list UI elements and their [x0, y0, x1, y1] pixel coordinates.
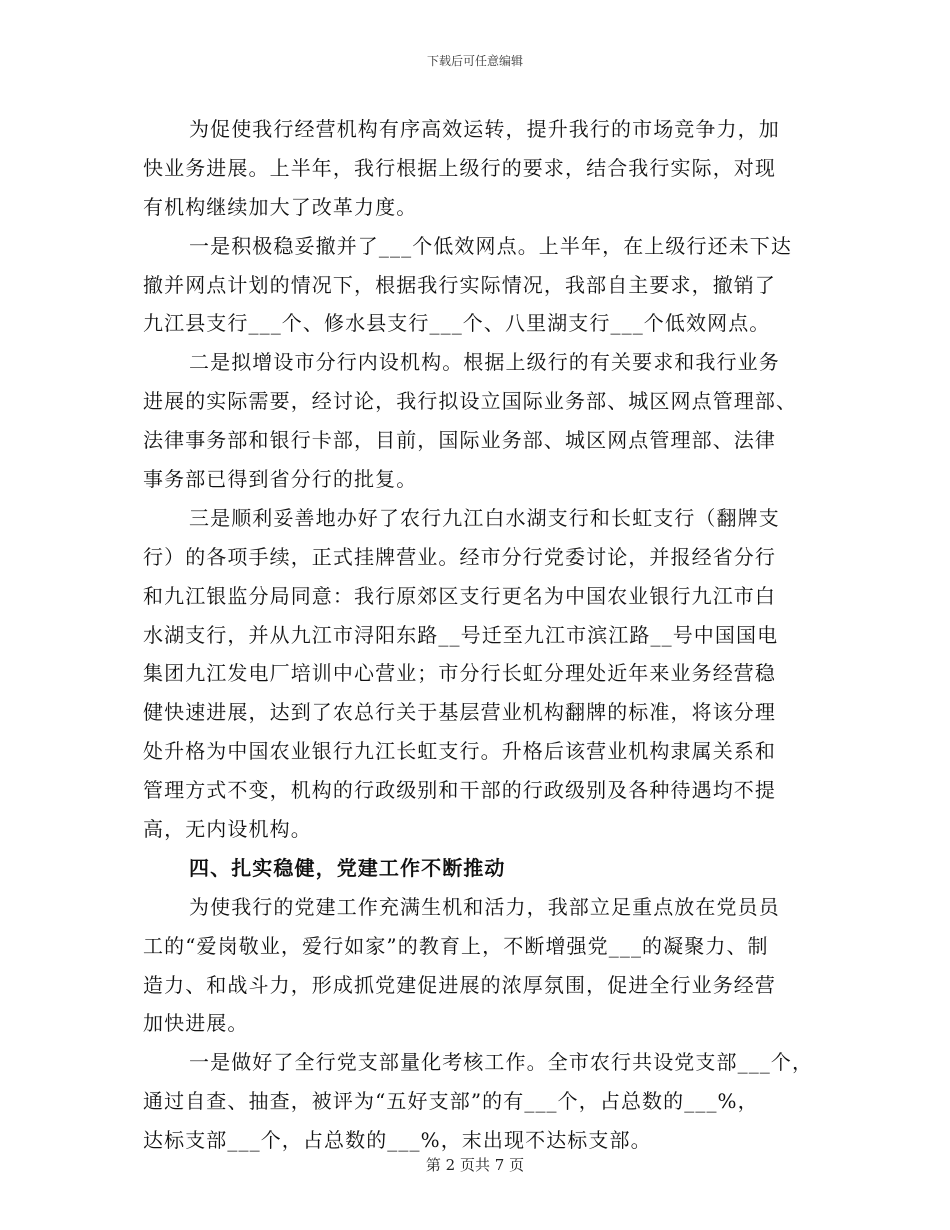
paragraph-line: 有机构继续加大了改革力度。 — [143, 194, 418, 219]
paragraph-line: 为促使我行经营机构有序高效运转，提升我行的市场竞争力，加 — [189, 117, 780, 141]
paragraph-line: 一是积极稳妥撤并了___个低效网点。上半年，在上级行还未下达 — [189, 233, 792, 258]
paragraph-line: 集团九江发电厂培训中心营业；市分行长虹分理处近年来业务经营稳 — [143, 661, 776, 686]
paragraph-line: 和九江银监分局同意：我行原郊区支行更名为中国农业银行九江市白 — [143, 583, 776, 608]
paragraph-line: 九江县支行___个、修水县支行___个、八里湖支行___个低效网点。 — [143, 311, 771, 336]
paragraph-line: 水湖支行，并从九江市浔阳东路__号迁至九江市滨江路__号中国国电 — [143, 622, 779, 647]
paragraph-line: 行）的各项手续，正式挂牌营业。经市分行党委讨论，并报经省分行 — [143, 544, 776, 569]
paragraph-line: 高，无内设机构。 — [143, 817, 312, 842]
paragraph-line: 进展的实际需要，经讨论，我行拟设立国际业务部、城区网点管理部、 — [143, 389, 798, 414]
paragraph-line: 一是做好了全行党支部量化考核工作。全市农行共设党支部___个， — [189, 1050, 814, 1075]
paragraph-line: 撤并网点计划的情况下，根据我行实际情况，我部自主要求，撤销了 — [143, 272, 776, 297]
paragraph-line: 处升格为中国农业银行九江长虹支行。升格后该营业机构隶属关系和 — [143, 739, 776, 764]
paragraph-line: 造力、和战斗力，形成抓党建促进展的浓厚氛围，促进全行业务经营 — [143, 972, 776, 997]
paragraph-line: 健快速进展，达到了农总行关于基层营业机构翻牌的标准，将该分理 — [143, 700, 776, 725]
paragraph-line: 三是顺利妥善地办好了农行九江白水湖支行和长虹支行（翻牌支 — [189, 505, 780, 530]
paragraph-line: 事务部已得到省分行的批复。 — [143, 467, 418, 492]
paragraph-line: 为使我行的党建工作充满生机和活力，我部立足重点放在党员员 — [189, 894, 780, 919]
paragraph-line: 通过自查、抽查，被评为“五好支部”的有___个，占总数的___%， — [143, 1089, 759, 1114]
page-footer: 第 2 页共 7 页 — [425, 1156, 525, 1174]
paragraph-line: 二是拟增设市分行内设机构。根据上级行的有关要求和我行业务 — [189, 350, 780, 375]
paragraph-line: 加快进展。 — [143, 1011, 249, 1036]
paragraph-line: 工的“爱岗敬业，爱行如家”的教育上，不断增强党___的凝聚力、制 — [143, 933, 769, 958]
paragraph-line: 达标支部___个，占总数的___%，末出现不达标支部。 — [143, 1128, 652, 1153]
paragraph-line: 管理方式不变，机构的行政级别和干部的行政级别及各种待遇均不提 — [143, 778, 776, 803]
paragraph-line: 快业务进展。上半年，我行根据上级行的要求，结合我行实际，对现 — [143, 155, 776, 180]
paragraph-line: 法律事务部和银行卡部，目前，国际业务部、城区网点管理部、法律 — [143, 428, 776, 453]
section-heading: 四、扎实稳健，党建工作不断推动 — [189, 855, 506, 880]
document-body — [143, 110, 814, 1160]
page-header: 下载后可任意编辑 — [426, 54, 523, 68]
